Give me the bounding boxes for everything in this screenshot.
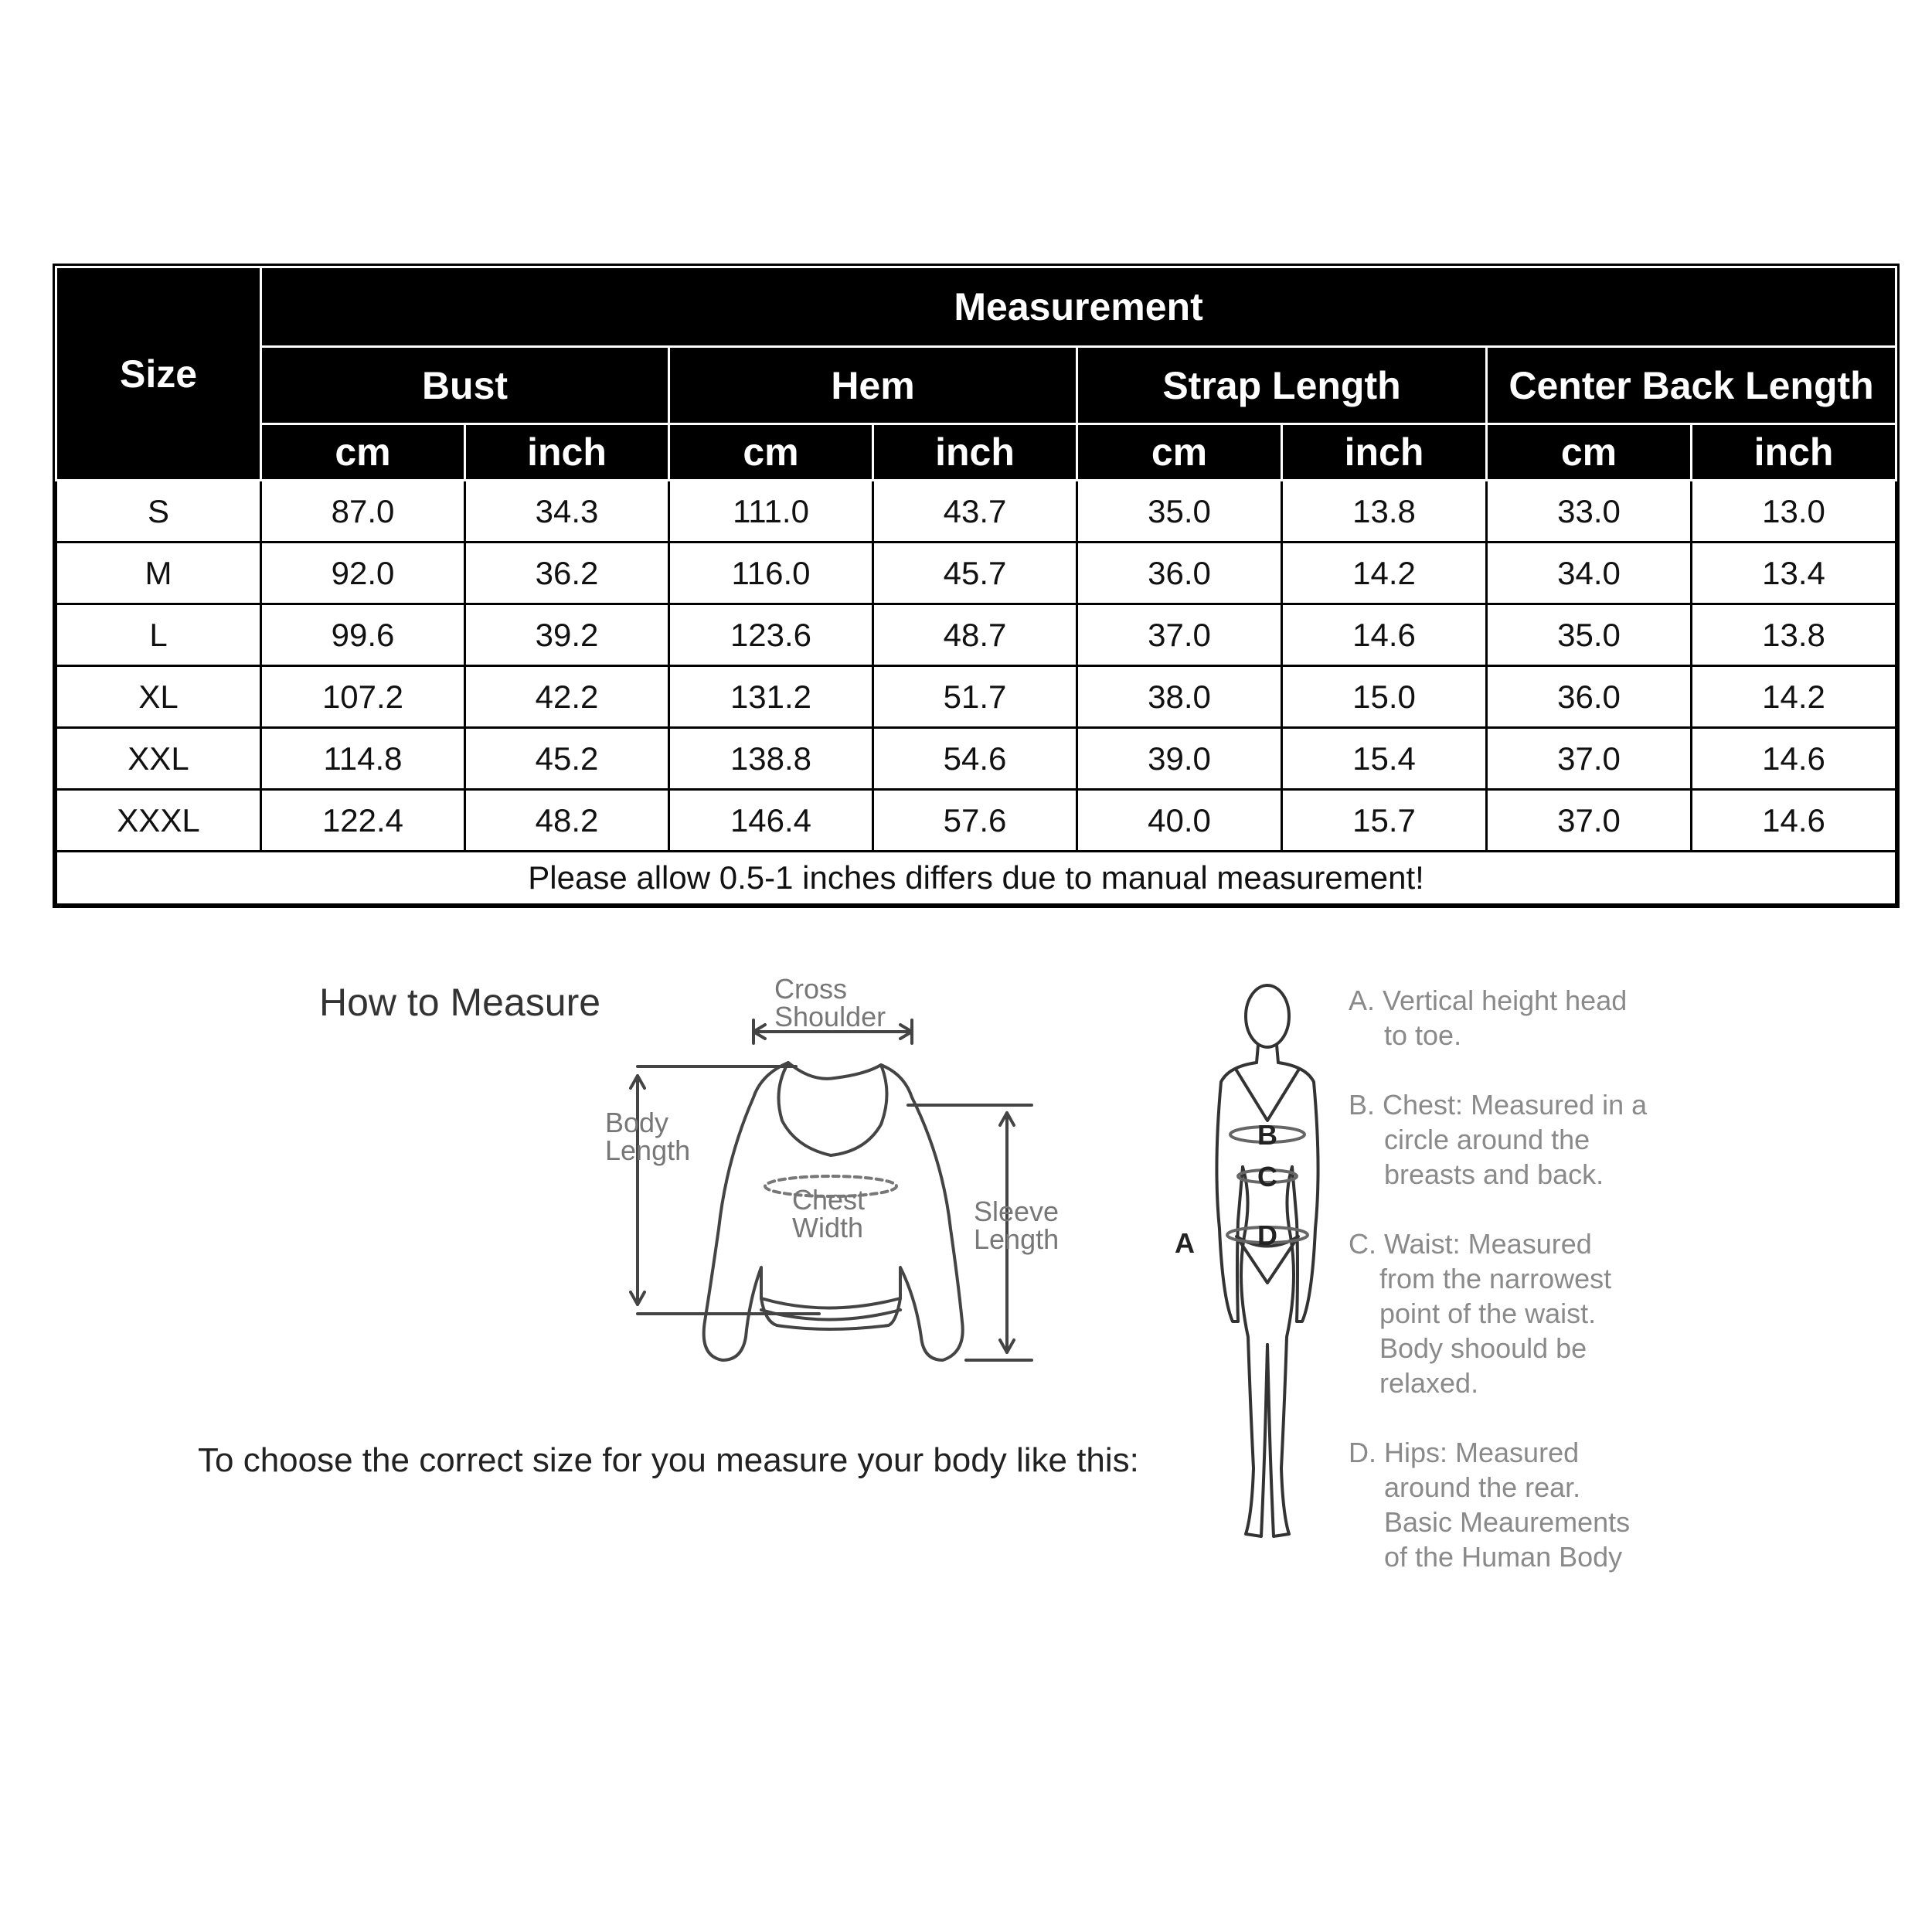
group-header-hem: Hem xyxy=(669,347,1077,424)
table-cell: 15.7 xyxy=(1282,790,1487,852)
table-cell: 15.4 xyxy=(1282,728,1487,790)
table-cell: 13.8 xyxy=(1692,604,1896,666)
table-cell: 116.0 xyxy=(669,543,873,604)
size-cell: XXXL xyxy=(56,790,261,852)
cross-shoulder-label: Cross Shoulder xyxy=(774,973,886,1032)
table-row xyxy=(56,604,1896,666)
table-cell: 107.2 xyxy=(261,666,465,728)
table-cell: 87.0 xyxy=(261,481,465,543)
table-cell: 14.6 xyxy=(1692,790,1896,852)
unit-header: inch xyxy=(1692,424,1896,481)
size-cell: XL xyxy=(56,666,261,728)
group-header-strap-length: Strap Length xyxy=(1077,347,1487,424)
body-length-label: Body Length xyxy=(605,1107,691,1166)
size-chart-table xyxy=(55,266,1897,906)
size-cell: L xyxy=(56,604,261,666)
table-cell: 43.7 xyxy=(873,481,1077,543)
table-cell: 51.7 xyxy=(873,666,1077,728)
body-letter-c: C xyxy=(1257,1161,1277,1192)
table-cell: 15.0 xyxy=(1282,666,1487,728)
table-row xyxy=(56,790,1896,852)
unit-header: cm xyxy=(669,424,873,481)
table-row xyxy=(56,666,1896,728)
table-cell: 14.2 xyxy=(1692,666,1896,728)
table-cell: 45.7 xyxy=(873,543,1077,604)
table-row xyxy=(56,728,1896,790)
sleeve-length-label: Sleeve Length xyxy=(974,1196,1060,1255)
table-cell: 114.8 xyxy=(261,728,465,790)
table-cell: 39.2 xyxy=(465,604,669,666)
table-row xyxy=(56,481,1896,543)
table-cell: 37.0 xyxy=(1487,790,1692,852)
table-cell: 131.2 xyxy=(669,666,873,728)
unit-header: cm xyxy=(1487,424,1692,481)
table-cell: 34.0 xyxy=(1487,543,1692,604)
unit-header: inch xyxy=(1282,424,1487,481)
table-cell: 14.2 xyxy=(1282,543,1487,604)
unit-header: inch xyxy=(873,424,1077,481)
table-cell: 92.0 xyxy=(261,543,465,604)
table-cell: 42.2 xyxy=(465,666,669,728)
table-cell: 35.0 xyxy=(1487,604,1692,666)
table-cell: 33.0 xyxy=(1487,481,1692,543)
table-cell: 13.4 xyxy=(1692,543,1896,604)
table-cell: 35.0 xyxy=(1077,481,1282,543)
size-cell: XXL xyxy=(56,728,261,790)
table-cell: 123.6 xyxy=(669,604,873,666)
note-d: D. Hips: Measured around the rear. Basic Meaurements of the Human Body xyxy=(1349,1437,1631,1573)
chest-width-label: Chest Width xyxy=(792,1184,866,1243)
body-figure-diagram xyxy=(1190,974,1345,1561)
garment-diagram xyxy=(603,974,1082,1391)
measurement-notes xyxy=(1349,983,1750,1609)
table-cell: 36.2 xyxy=(465,543,669,604)
table-cell: 37.0 xyxy=(1487,728,1692,790)
unit-header: inch xyxy=(465,424,669,481)
measurement-header: Measurement xyxy=(261,267,1896,347)
body-letter-b: B xyxy=(1257,1119,1277,1151)
table-row xyxy=(56,543,1896,604)
note-b: B. Chest: Measured in a circle around the breasts and back. xyxy=(1349,1089,1648,1190)
table-cell: 37.0 xyxy=(1077,604,1282,666)
group-header-center-back-length: Center Back Length xyxy=(1487,347,1896,424)
table-cell: 48.2 xyxy=(465,790,669,852)
table-cell: 122.4 xyxy=(261,790,465,852)
table-cell: 99.6 xyxy=(261,604,465,666)
note-a: A. Vertical height head to toe. xyxy=(1349,985,1628,1051)
table-cell: 36.0 xyxy=(1077,543,1282,604)
size-header: Size xyxy=(56,267,261,481)
table-cell: 36.0 xyxy=(1487,666,1692,728)
group-header-bust: Bust xyxy=(261,347,669,424)
unit-header: cm xyxy=(1077,424,1282,481)
note-c: C. Waist: Measured from the narrowest point of the waist. Body shoould be relaxed. xyxy=(1349,1228,1612,1399)
table-cell: 111.0 xyxy=(669,481,873,543)
table-cell: 138.8 xyxy=(669,728,873,790)
table-cell: 34.3 xyxy=(465,481,669,543)
size-cell: S xyxy=(56,481,261,543)
table-cell: 13.8 xyxy=(1282,481,1487,543)
instruction-text: To choose the correct size for you measure your body like this: xyxy=(198,1441,1139,1479)
table-cell: 54.6 xyxy=(873,728,1077,790)
table-cell: 45.2 xyxy=(465,728,669,790)
table-cell: 14.6 xyxy=(1282,604,1487,666)
table-cell: 39.0 xyxy=(1077,728,1282,790)
size-cell: M xyxy=(56,543,261,604)
table-cell: 48.7 xyxy=(873,604,1077,666)
table-cell: 57.6 xyxy=(873,790,1077,852)
how-to-measure-title: How to Measure xyxy=(319,981,601,1024)
table-cell: 13.0 xyxy=(1692,481,1896,543)
table-cell: 40.0 xyxy=(1077,790,1282,852)
measurement-note: Please allow 0.5-1 inches differs due to manual measurement! xyxy=(56,852,1896,905)
body-letter-a: A xyxy=(1175,1227,1195,1259)
table-cell: 146.4 xyxy=(669,790,873,852)
unit-header: cm xyxy=(261,424,465,481)
table-cell: 14.6 xyxy=(1692,728,1896,790)
table-cell: 38.0 xyxy=(1077,666,1282,728)
body-letter-d: D xyxy=(1257,1219,1277,1251)
